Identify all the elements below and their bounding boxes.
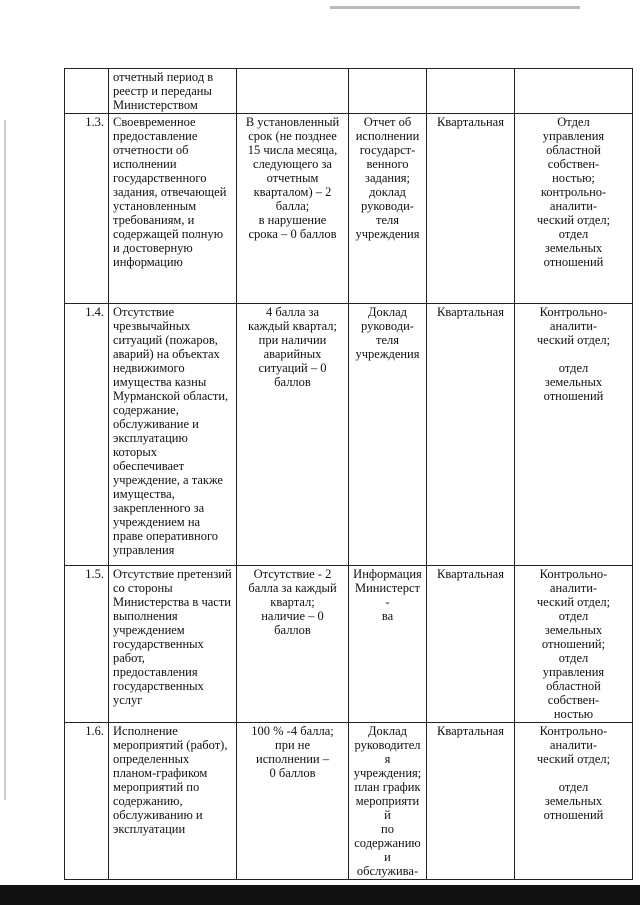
score-cell: 100 % -4 балла; при не исполнении – 0 баллов: [237, 723, 349, 880]
responsible-cell: [515, 69, 633, 114]
source-cell: Доклад руководи- теля учреждения: [349, 304, 427, 566]
frequency-cell: Квартальная: [427, 566, 515, 723]
score-cell: В установленный срок (не позднее 15 числа месяца, следующего за отчетным кварталом) – 2 балла; в нарушение срока – 0 баллов: [237, 114, 349, 304]
frequency-cell: Квартальная: [427, 723, 515, 880]
source-cell: [349, 69, 427, 114]
frequency-cell: Квартальная: [427, 114, 515, 304]
table-row: [65, 723, 633, 880]
table-row: [65, 566, 633, 723]
score-cell: [237, 69, 349, 114]
table-row: [65, 69, 633, 114]
row-number: 1.6.: [65, 723, 109, 880]
row-number: 1.4.: [65, 304, 109, 566]
source-cell: Доклад руководителя учреждения; план график мероприятий по содержанию и обслужива-: [349, 723, 427, 880]
responsible-cell: Отдел управления областной собствен- ностью; контрольно- аналити- ческий отдел; отдел земельных отношений: [515, 114, 633, 304]
scan-bottom-edge: [0, 885, 640, 905]
row-number: 1.3.: [65, 114, 109, 304]
source-cell: Отчет об исполнении государст- венного задания; доклад руководи- теля учреждения: [349, 114, 427, 304]
frequency-cell: [427, 69, 515, 114]
scan-artifact-left: [4, 120, 6, 800]
criterion-cell: Отсутствие претензий со стороны Министерства в части выполнения учреждением государственных работ, предоставления государственных услуг: [109, 566, 237, 723]
frequency-cell: Квартальная: [427, 304, 515, 566]
source-cell: Информация Министерст- ва: [349, 566, 427, 723]
criterion-cell: Исполнение мероприятий (работ), определенных планом-графиком мероприятий по содержанию, обслуживанию и эксплуатации: [109, 723, 237, 880]
table-row: [65, 304, 633, 566]
criterion-cell: Своевременное предоставление отчетности об исполнении государственного задания, отвечающей установленным требованиям, и содержащей полную и достоверную информацию: [109, 114, 237, 304]
scan-artifact-top: [330, 6, 580, 9]
criterion-cell: отчетный период в реестр и переданы Министерством: [109, 69, 237, 114]
criterion-cell: Отсутствие чрезвычайных ситуаций (пожаров, аварий) на объектах недвижимого имущества казны Мурманской области, содержание, обслуживание и эксплуатацию которых обеспечивает учреждение, а также имущества, закрепленного за учреждением на праве оперативного управления: [109, 304, 237, 566]
responsible-cell: Контрольно- аналити- ческий отдел; отдел земельных отношений: [515, 304, 633, 566]
criteria-table: [64, 68, 633, 880]
responsible-cell: Контрольно- аналити- ческий отдел; отдел земельных отношений: [515, 723, 633, 880]
score-cell: Отсутствие - 2 балла за каждый квартал; наличие – 0 баллов: [237, 566, 349, 723]
score-cell: 4 балла за каждый квартал; при наличии аварийных ситуаций – 0 баллов: [237, 304, 349, 566]
responsible-cell: Контрольно- аналити- ческий отдел; отдел земельных отношений; отдел управления областной собствен- ностью: [515, 566, 633, 723]
table-row: [65, 114, 633, 304]
row-number: [65, 69, 109, 114]
row-number: 1.5.: [65, 566, 109, 723]
